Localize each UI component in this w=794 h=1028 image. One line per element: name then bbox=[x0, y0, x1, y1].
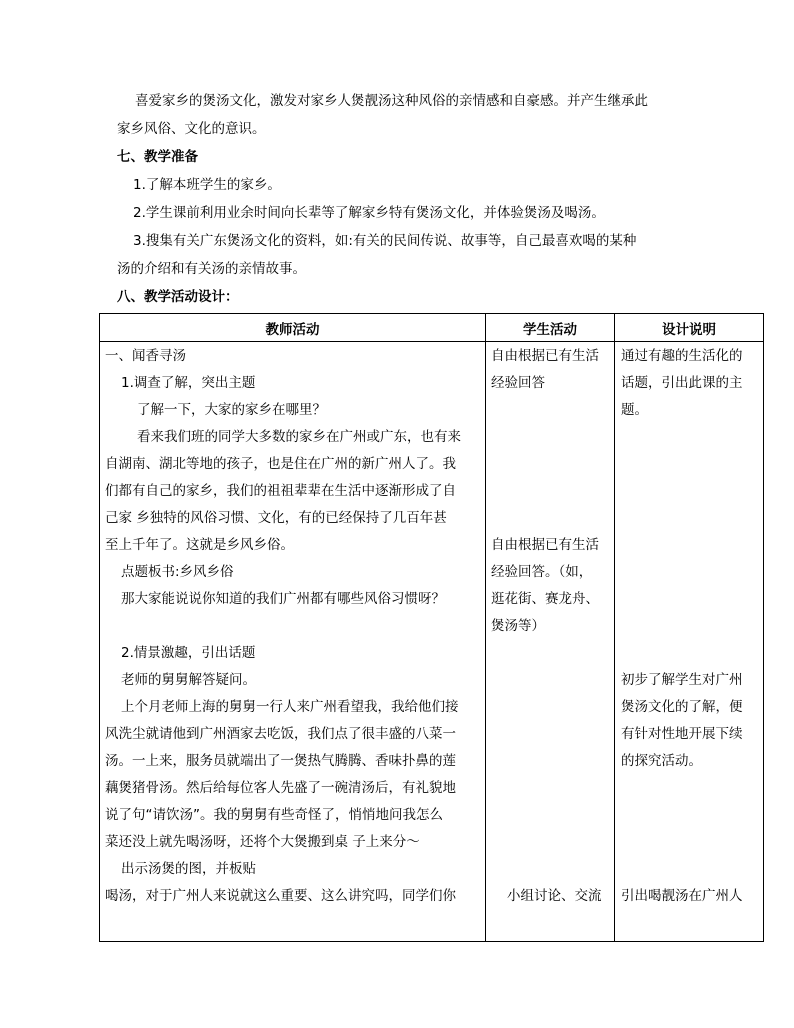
notes-line: 题。 bbox=[621, 402, 648, 418]
teacher-line: 老师的舅舅解答疑问。 bbox=[121, 672, 256, 688]
student-line: 逛花街、赛龙舟、 bbox=[491, 591, 599, 607]
student-line: 自由根据已有生活 bbox=[491, 348, 599, 364]
teacher-line: 1.调查了解，突出主题 bbox=[121, 375, 256, 391]
student-line: 小组讨论、交流 bbox=[507, 888, 602, 904]
student-line: 自由根据已有生活 bbox=[491, 537, 599, 553]
intro-line-2: 家乡风俗、文化的意识。 bbox=[117, 121, 266, 137]
student-line: 经验回答 bbox=[491, 375, 545, 391]
teacher-line: 菜还没上就先喝汤呀，还将个大煲搬到桌 子上来分～ bbox=[105, 834, 420, 850]
notes-line: 通过有趣的生活化的 bbox=[621, 348, 743, 364]
teacher-line: 们都有自己的家乡，我们的祖祖辈辈在生活中逐渐形成了自 bbox=[105, 483, 456, 499]
teacher-line: 藕煲猪骨汤。然后给每位客人先盛了一碗清汤后，有礼貌地 bbox=[105, 780, 456, 796]
header-student-activity: 学生活动 bbox=[486, 314, 615, 342]
student-activity-cell bbox=[486, 342, 615, 942]
teacher-line: 风洗尘就请他到广州酒家去吃饭，我们点了很丰盛的八菜一 bbox=[105, 726, 456, 742]
design-notes-cell bbox=[615, 342, 764, 942]
table-row bbox=[100, 342, 764, 942]
prep-item-3: 3.搜集有关广东煲汤文化的资料，如:有关的民间传说、故事等，自己最喜欢喝的某种 bbox=[133, 233, 637, 249]
teacher-line: 自湖南、湖北等地的孩子，也是住在广州的新广州人了。我 bbox=[105, 456, 456, 472]
teacher-line: 了解一下，大家的家乡在哪里？ bbox=[137, 402, 326, 418]
prep-item-3-cont: 汤的介绍和有关汤的亲情故事。 bbox=[117, 261, 306, 277]
header-design-notes: 设计说明 bbox=[615, 314, 764, 342]
notes-line: 有针对性地开展下续 bbox=[621, 726, 743, 742]
teacher-line: 看来我们班的同学大多数的家乡在广州或广东，也有来 bbox=[137, 429, 461, 445]
intro-line-1: 喜爱家乡的煲汤文化，激发对家乡人煲靓汤这种风俗的亲情感和自豪感。并产生继承此 bbox=[135, 93, 648, 109]
section-8-heading: 八、教学活动设计： bbox=[117, 289, 239, 305]
header-teacher-activity: 教师活动 bbox=[100, 314, 486, 342]
prep-item-2: 2.学生课前利用业余时间向长辈等了解家乡特有煲汤文化，并体验煲汤及喝汤。 bbox=[133, 205, 605, 221]
notes-line: 初步了解学生对广州 bbox=[621, 672, 743, 688]
teacher-line: 那大家能说说你知道的我们广州都有哪些风俗习惯呀？ bbox=[121, 591, 445, 607]
teacher-line: 汤。一上来，服务员就端出了一煲热气腾腾、香味扑鼻的莲 bbox=[105, 753, 456, 769]
teacher-line: 上个月老师上海的舅舅一行人来广州看望我，我给他们接 bbox=[121, 699, 459, 715]
section-7-heading: 七、教学准备 bbox=[117, 149, 198, 165]
teacher-line: 出示汤煲的图，并板贴 bbox=[121, 861, 256, 877]
notes-line: 煲汤文化的了解，便 bbox=[621, 699, 743, 715]
notes-line: 的探究活动。 bbox=[621, 753, 702, 769]
notes-line: 话题，引出此课的主 bbox=[621, 375, 743, 391]
teacher-line: 2.情景激趣，引出话题 bbox=[121, 645, 256, 661]
table-header-row bbox=[100, 314, 764, 342]
teacher-line: 己家 乡独特的风俗习惯、文化，有的已经保持了几百年甚 bbox=[105, 510, 447, 526]
teacher-line: 至上千年了。这就是乡风乡俗。 bbox=[105, 537, 294, 553]
teacher-activity-cell bbox=[100, 342, 486, 942]
teacher-line: 喝汤，对于广州人来说就这么重要、这么讲究吗，同学们你 bbox=[105, 888, 456, 904]
teacher-line: 说了句“请饮汤”。我的舅舅有些奇怪了，悄悄地问我怎么 bbox=[105, 807, 443, 823]
prep-item-1: 1.了解本班学生的家乡。 bbox=[133, 177, 281, 193]
notes-line: 引出喝靓汤在广州人 bbox=[621, 888, 743, 904]
teacher-line: 点题板书:乡风乡俗 bbox=[121, 564, 234, 580]
lesson-activity-table bbox=[99, 313, 764, 942]
student-line: 经验回答。（如， bbox=[491, 564, 593, 580]
teacher-line: 一、闻香寻汤 bbox=[105, 348, 186, 364]
student-line: 煲汤等） bbox=[491, 618, 545, 634]
